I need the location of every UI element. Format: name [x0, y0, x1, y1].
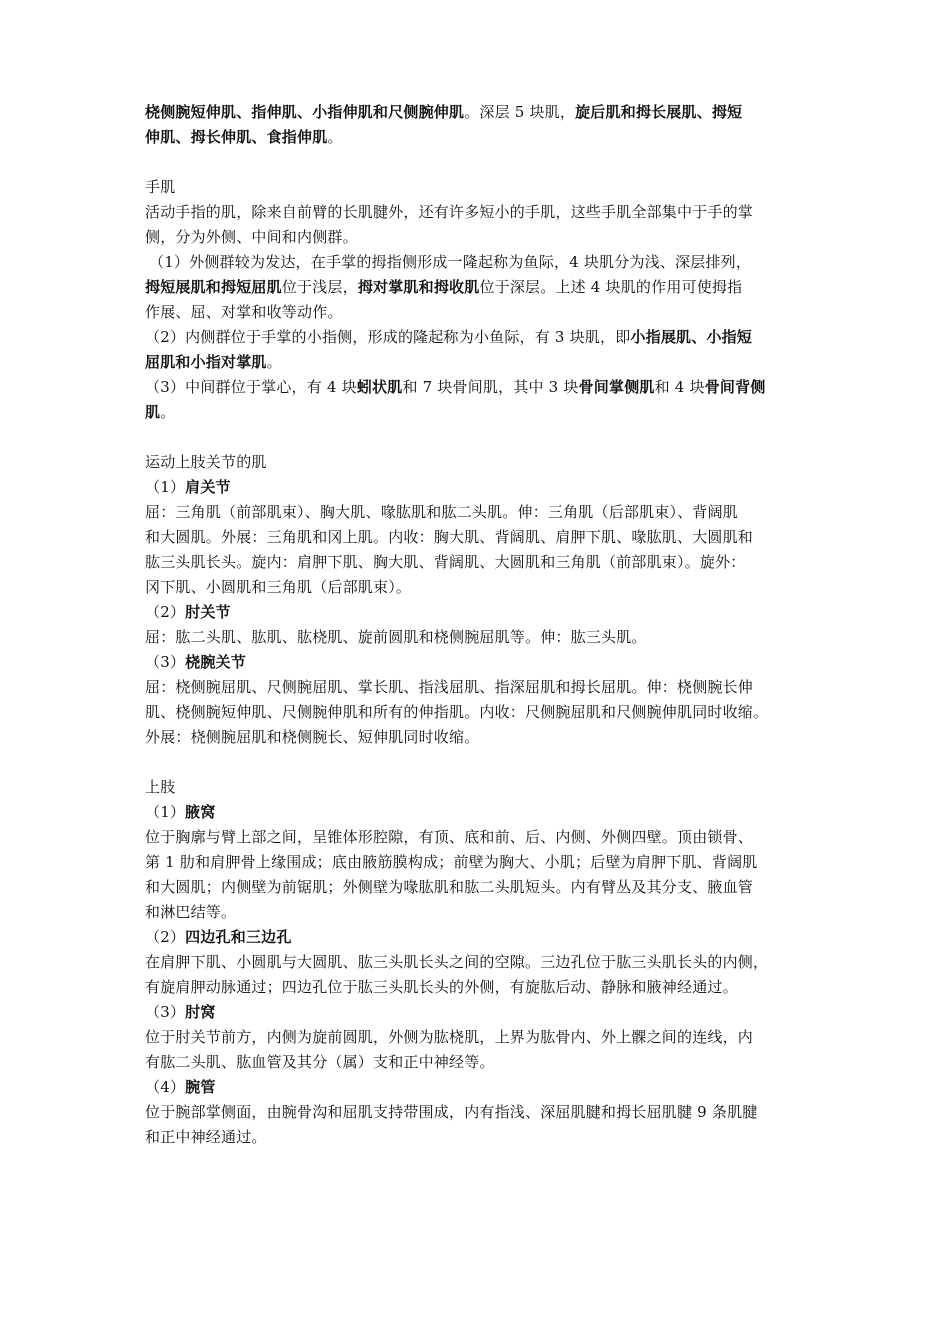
paragraph-line [145, 275, 815, 300]
paragraph-line: 和大圆肌。外展：三角肌和冈上肌。内收：胸大肌、背阔肌、肩胛下肌、喙肱肌、大圆肌和 [145, 528, 754, 546]
bold-text: 肘窝 [185, 1003, 216, 1021]
bold-text: 桡侧腕短伸肌、指伸肌、小指伸肌和尺侧腕伸肌 [145, 103, 465, 121]
bold-text: 小指展肌、小指短 [630, 328, 753, 346]
bold-text: 伸肌、拇长伸肌、食指伸肌 [145, 128, 328, 146]
heading-number: （1） [145, 478, 186, 496]
subheading-spaces [145, 925, 815, 950]
bold-text: 蚓状肌 [356, 378, 403, 396]
paragraph-line: 活动手指的肌，除来自前臂的长肌腱外，还有许多短小的手肌，这些手肌全部集中于手的掌 [145, 203, 754, 221]
heading-number: （4） [145, 1078, 186, 1096]
text: 位于深层。上述 4 块肌的作用可使拇指 [479, 278, 743, 296]
paragraph-line [145, 325, 815, 350]
paragraph-line: 屈：肱二头肌、肱肌、肱桡肌、旋前圆肌和桡侧腕屈肌等。伸：肱三头肌。 [145, 628, 647, 646]
spacer [145, 150, 815, 175]
section-title-hand: 手肌 [145, 178, 176, 196]
paragraph-line: （1）外侧群较为发达，在手掌的拇指侧形成一隆起称为鱼际，4 块肌分为浅、深层排列， [149, 253, 752, 271]
paragraph-line: 屈：桡侧腕屈肌、尺侧腕屈肌、掌长肌、指浅屈肌、指深屈肌和拇长屈肌。伸：桡侧腕长伸 [145, 678, 754, 696]
heading-number: （2） [145, 603, 186, 621]
paragraph-line: 肌、桡侧腕短伸肌、尺侧腕伸肌和所有的伸指肌。内收：尺侧腕屈肌和尺侧腕伸肌同时收缩。 [145, 703, 769, 721]
text: （2）内侧群位于手掌的小指侧，形成的隆起称为小鱼际，有 3 块肌，即 [145, 328, 631, 346]
paragraph-line: 有旋肩胛动脉通过；四边孔位于肱三头肌长头的外侧，有旋肱后动、静脉和腋神经通过。 [145, 978, 738, 996]
subheading-shoulder [145, 475, 815, 500]
text: 。 [160, 403, 176, 421]
bold-text: 拇对掌肌和拇收肌 [357, 278, 480, 296]
subheading-axilla [145, 800, 815, 825]
heading-number: （1） [145, 803, 186, 821]
paragraph-line: 位于肘关节前方，内侧为旋前圆肌，外侧为肱桡肌，上界为肱骨内、外上髁之间的连线，内 [145, 1028, 754, 1046]
paragraph-line: 肱三头肌长头。旋内：肩胛下肌、胸大肌、背阔肌、大圆肌和三角肌（前部肌束）。旋外： [145, 553, 746, 571]
paragraph-line: 侧，分为外侧、中间和内侧群。 [145, 228, 358, 246]
heading-number: （3） [145, 1003, 186, 1021]
text: 和 7 块骨间肌，其中 3 块 [402, 378, 579, 396]
paragraph-line: 屈：三角肌（前部肌束）、胸大肌、喙肱肌和肱二头肌。伸：三角肌（后部肌束）、背阔肌 [145, 503, 739, 521]
heading-number: （3） [145, 653, 186, 671]
paragraph-line: 冈下肌、小圆肌和三角肌（后部肌束）。 [145, 578, 412, 596]
section-title-upper-limb: 上肢 [145, 778, 176, 796]
text: 。 [327, 128, 343, 146]
bold-text: 腕管 [185, 1078, 216, 1096]
intro-line-1 [145, 100, 815, 125]
text: 和 4 块 [654, 378, 705, 396]
paragraph-line: 作展、屈、对掌和收等动作。 [145, 303, 343, 321]
text: （3）中间群位于掌心，有 4 块 [145, 378, 357, 396]
spacer [145, 425, 815, 450]
paragraph-line: 位于腕部掌侧面，由腕骨沟和屈肌支持带围成，内有指浅、深屈肌腱和拇长屈肌腱 9 条肌腱 [145, 1103, 758, 1121]
paragraph-line [145, 375, 815, 400]
subheading-cubital-fossa [145, 1000, 815, 1025]
paragraph-line: 位于胸廓与臂上部之间，呈锥体形腔隙，有顶、底和前、后、内侧、外侧四壁。顶由锁骨、 [145, 828, 754, 846]
bold-text: 腋窝 [185, 803, 216, 821]
heading-number: （2） [145, 928, 186, 946]
spacer [145, 750, 815, 775]
bold-text: 拇短展肌和拇短屈肌 [145, 278, 282, 296]
intro-line-2 [145, 125, 815, 150]
paragraph-line: 外展：桡侧腕屈肌和桡侧腕长、短伸肌同时收缩。 [145, 728, 480, 746]
bold-text: 旋后肌和拇长展肌、拇短 [575, 103, 743, 121]
bold-text: 肌 [145, 403, 161, 421]
bold-text: 骨间掌侧肌 [578, 378, 655, 396]
bold-text: 骨间背侧 [704, 378, 766, 396]
bold-text: 屈肌和小指对掌肌 [145, 353, 267, 371]
paragraph-line: 和大圆肌；内侧壁为前锯肌；外侧壁为喙肱肌和肱二头肌短头。内有臂丛及其分支、腋血管 [145, 878, 754, 896]
paragraph-line: 有肱二头肌、肱血管及其分（属）支和正中神经等。 [145, 1053, 495, 1071]
section-title-joints: 运动上肢关节的肌 [145, 453, 267, 471]
subheading-carpal-tunnel [145, 1075, 815, 1100]
bold-text: 桡腕关节 [185, 653, 246, 671]
paragraph-line: 第 1 肋和肩胛骨上缘围成；底由腋筋膜构成；前壁为胸大、小肌；后壁为肩胛下肌、背阔肌 [145, 853, 758, 871]
subheading-wrist [145, 650, 815, 675]
paragraph-line: 和正中神经通过。 [145, 1128, 267, 1146]
paragraph-line [145, 350, 815, 375]
bold-text: 肩关节 [185, 478, 231, 496]
bold-text: 肘关节 [185, 603, 231, 621]
subheading-elbow [145, 600, 815, 625]
text: 。深层 5 块肌， [464, 103, 576, 121]
paragraph-line [145, 400, 815, 425]
paragraph-line: 和淋巴结等。 [145, 903, 237, 921]
text: 。 [266, 353, 282, 371]
paragraph-line: 在肩胛下肌、小圆肌与大圆肌、肱三头肌长头之间的空隙。三边孔位于肱三头肌长头的内侧， [145, 953, 769, 971]
text: 位于浅层， [281, 278, 358, 296]
bold-text: 四边孔和三边孔 [185, 928, 292, 946]
document-page [145, 100, 815, 1150]
